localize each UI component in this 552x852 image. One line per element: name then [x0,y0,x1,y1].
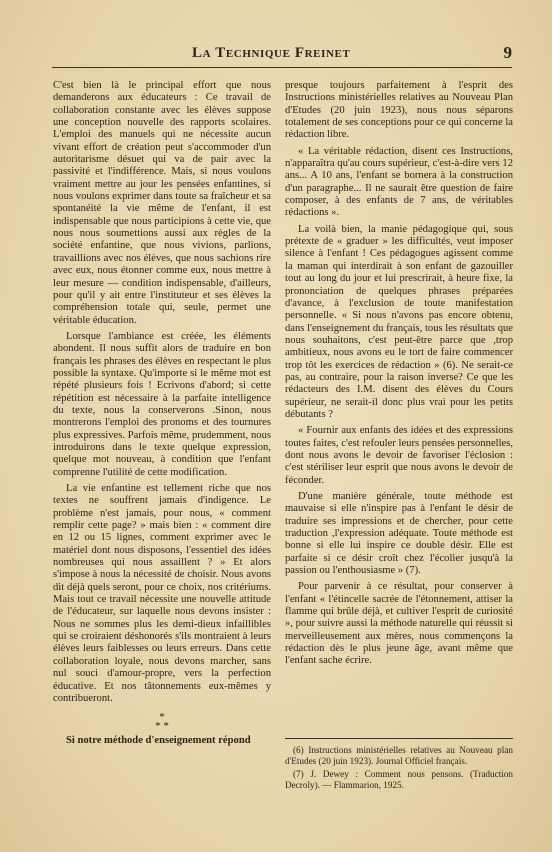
paragraph: « La véritable rédaction, disent ces Instructions, n'apparaîtra qu'au cours supérieur, c'est-à-dire vers 12 ans... A 10 ans, l'enfant se bornera à la construction d'un paragraphe... Il ne saurait être question de faire composer, à des enfants de 7 ans, de véritables rédactions ». [285,145,513,219]
left-column [53,80,271,752]
page-number: 9 [503,43,512,62]
paragraph: presque toujours parfaitement à l'esprit des Instructions ministérielles relatives au Nouveau Plan d'Etudes (20 juin 1923), nous nous séparons totalement de ses conceptions pour ce qui concerne la rédaction libre. [285,80,513,141]
right-column [285,80,513,672]
paragraph: La voilà bien, la manie pédagogique qui, sous prétexte de « graduer » les difficultés, veut imposer silence à l'enfant ! Ces pédagogues agissent comme la maman qui interdirait à son enfant de gazouiller tout au long du jour et lui prescrirait, à heure fixe, la prononciation de quelques phrases préparées d'avance, à l'exclusion de toute manifestation personnelle. « Si nous n'avons pas encore obtenu, dans l'enseignement du français, tous les résultats que nous souhaitons, c'est peut-être parce que ,trop ambitieux, nous avons eu le tort de faire commencer trop tôt les exercices de rédaction » (6). Ne serait-ce pas, au contraire, pour la raison inverse? Ce que les rédacteurs des I.M. disent des élèves du Cours supérieur, ne serait-il donc plus vrai pour les petits débutants ? [285,223,513,420]
paragraph: Pour parvenir à ce résultat, pour conserver à l'enfant « l'étincelle sacrée de l'étonnement, attiser la flamme qui brûle déjà, et cultiver l'esprit de curiosité », pour suivre aussi la méthode naturelle qui réussit si merveilleusement aux mères, nous commençons la rédaction dès le plus jeune âge, avant même que l'enfant sache écrire. [285,581,513,667]
paragraph: Si notre méthode d'enseignement répond [66,735,251,747]
footnote: (6) Instructions ministérielles relatives au Nouveau plan d'Etudes (20 juin 1923). Journal Officiel français. [285,745,513,766]
journal-title: La Technique Freinet [192,45,351,61]
paragraph: La vie enfantine est tellement riche que nos textes ne souffrent jamais d'indigence. Le problème n'est jamais, pour nous, « comment remplir cette page? » mais bien : « comment dire en 12 ou 15 lignes, comment exprimer avec le matériel dont nous disposons, l'essentiel des idées nombreuses qui nous assaillent ? » Et alors s'impose à nous la nécessité de choisir. Nous avons dit déjà quels seront, pour ce choix, nos critériums. Mais tout ce travail nécessite une nouvelle attitude de l'éducateur, sur laquelle nous devons insister : Nous ne sommes plus les demi-dieux infaillibles qui se croiraient déshonorés s'ils montraient à leurs élèves leurs faiblesses ou leurs erreurs. Dans cette collaboration loyale, nous devons marcher, sans nul souci d'amour-propre, vers la perfection éducative. Et nos tâtonnements eux-mêmes y contribueront. [53,483,271,704]
paragraph: « Fournir aux enfants des idées et des expressions toutes faites, c'est refouler leurs pensées personnelles, dont nous avons le devoir de favoriser l'éclosion : c'est stériliser leur esprit que nous avons le devoir de féconder. [285,425,513,486]
section-separator: * * * [155,711,169,733]
footnote: (7) J. Dewey : Comment nous pensons. (Traduction Decroly). — Flammarion, 1925. [285,769,513,790]
running-header [52,45,512,68]
paragraph: C'est bien là le principal effort que nous demanderons aux éducateurs : Ce travail de collaboration constante avec les élèves suppose une conception nouvelle des rapports scolaires. L'emploi des manuels qui ne nécessite aucun vivant effort de création peut s'accommoder d'un autoritarisme désuet qui va de pair avec la passivité et l'indifférence. Mais, si nous voulons vraiment mettre au jour les pensées enfantines, si nous voulons exprimer dans toute sa fraîcheur et sa spontanéité la vie même de l'enfant, il est indispensable que nous participions à cette vie, que nous nous soumettions aussi aux règles de la société enfantine, que nous vivions, parlions, travaillions avec nos élèves, que nous sachions rire avec eux, nous étonner comme eux, nous mettre à leur mesure — condition indispensable, d'ailleurs, pour qu'il y ait entre l'instituteur et ses élèves la compréhension totale qui, seule, permet une véritable éducation. [53,80,271,326]
footnotes [285,738,513,793]
paragraph: D'une manière générale, toute méthode est mauvaise si elle n'inspire pas à l'enfant le désir de traduire ses impressions et de chercher, pour cette traduction ,l'expression adéquate. Toute méthode est bonne si elle lui inspire ce double désir. Elle est parfaite si ce désir croît chez l'écolier jusqu'à la passion ou l'enthousiasme » (7). [285,491,513,577]
paragraph: Lorsque l'ambiance est créée, les éléments abondent. Il nous suffit alors de traduire en bon français les phrases des élèves en respectant le plus possible la syntaxe. Qu'importe si le même mot est répété plusieurs fois ! Ecrivons d'abord; si cette répétition est nécessaire à la parfaite intelligence du texte, nous la conserverons .Sinon, nous montrerons l'emploi des pronoms et des tournures plus expressives. Parfois même, prudemment, nous introduirons dans le texte quelque expression, quelque mot nouveau, à condition que l'enfant comprenne l'utilité de cette modification. [53,330,271,478]
